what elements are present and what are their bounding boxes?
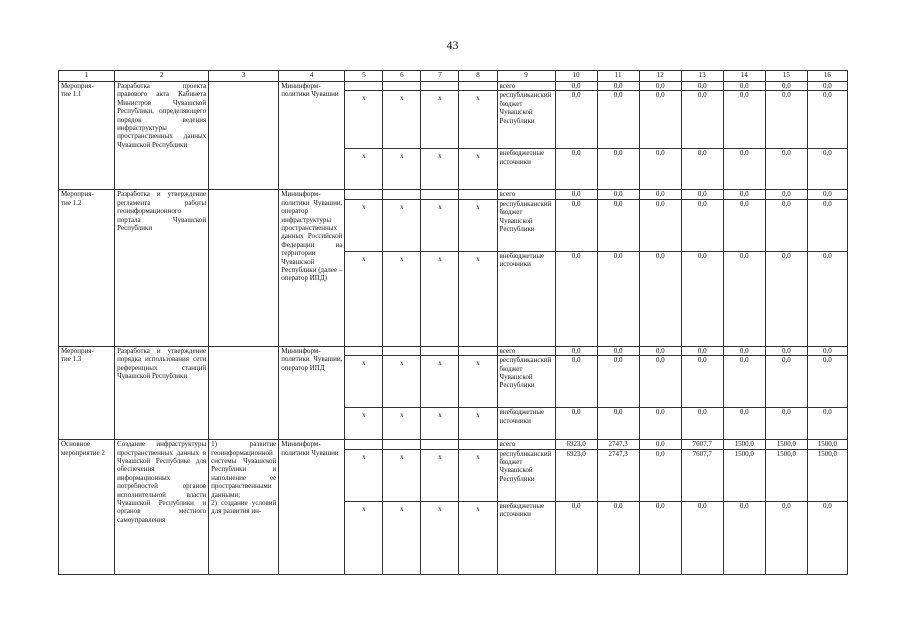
marker-cell: х: [345, 501, 383, 574]
amount-cell: 0,0: [807, 91, 847, 149]
amount-cell: 0,0: [723, 82, 765, 91]
amount-cell: 0,0: [597, 82, 639, 91]
marker-cell: х: [421, 251, 459, 346]
marker-cell: х: [383, 501, 421, 574]
amount-cell: 2747,3: [597, 440, 639, 449]
amount-cell: 0,0: [807, 82, 847, 91]
amount-cell: 0,0: [597, 199, 639, 251]
marker-cell: [345, 82, 383, 91]
amount-cell: 1500,0: [723, 440, 765, 449]
executor-cell: Мининформ- политики Чувашии: [279, 82, 345, 190]
funding-source-cell: внебюджетные источники: [497, 408, 555, 440]
amount-cell: 0,0: [807, 149, 847, 190]
funding-source-cell: республиканский бюджет Чувашской Республики: [497, 91, 555, 149]
amount-cell: 0,0: [681, 149, 723, 190]
amount-cell: 0,0: [681, 251, 723, 346]
marker-cell: х: [345, 356, 383, 408]
amount-cell: 0,0: [639, 440, 681, 449]
funding-source-cell: республиканский бюджет Чувашской Республики: [497, 356, 555, 408]
marker-cell: х: [345, 408, 383, 440]
col-header: 3: [209, 71, 279, 82]
amount-cell: 0,0: [723, 251, 765, 346]
marker-cell: х: [421, 149, 459, 190]
amount-cell: 0,0: [765, 91, 807, 149]
amount-cell: 0,0: [639, 82, 681, 91]
marker-cell: [421, 440, 459, 449]
amount-cell: 0,0: [807, 356, 847, 408]
result-cell: [209, 346, 279, 439]
marker-cell: х: [345, 199, 383, 251]
amount-cell: 0,0: [639, 149, 681, 190]
result-cell: [209, 82, 279, 190]
table-row: [59, 440, 848, 449]
col-header: 16: [807, 71, 847, 82]
amount-cell: 0,0: [555, 149, 597, 190]
amount-cell: 0,0: [681, 408, 723, 440]
marker-cell: х: [459, 91, 497, 149]
marker-cell: х: [345, 251, 383, 346]
marker-cell: х: [345, 149, 383, 190]
amount-cell: 0,0: [765, 346, 807, 355]
amount-cell: 0,0: [639, 91, 681, 149]
marker-cell: х: [383, 408, 421, 440]
amount-cell: 0,0: [765, 356, 807, 408]
amount-cell: 0,0: [555, 251, 597, 346]
amount-cell: 0,0: [597, 501, 639, 574]
amount-cell: 0,0: [681, 82, 723, 91]
col-header: 4: [279, 71, 345, 82]
marker-cell: х: [459, 199, 497, 251]
amount-cell: 0,0: [681, 346, 723, 355]
table-row: [59, 82, 848, 91]
marker-cell: х: [383, 356, 421, 408]
marker-cell: х: [459, 449, 497, 501]
marker-cell: [459, 82, 497, 91]
header-row: [59, 71, 848, 82]
marker-cell: х: [421, 501, 459, 574]
page-number: 43: [446, 38, 459, 52]
marker-cell: х: [383, 199, 421, 251]
amount-cell: 0,0: [681, 356, 723, 408]
col-header: 7: [421, 71, 459, 82]
executor-cell: Мининформ- политики Чувашии: [279, 440, 345, 574]
amount-cell: 0,0: [807, 251, 847, 346]
funding-source-cell: республиканский бюджет Чувашской Республики: [497, 199, 555, 251]
result-cell: 1) развитие геоинформационной системы Чувашской Республики и наполнение ее пространственными данными; 2) создание условий для развития ин-: [209, 440, 279, 574]
marker-cell: [345, 440, 383, 449]
marker-cell: х: [459, 408, 497, 440]
amount-cell: 0,0: [555, 408, 597, 440]
amount-cell: 0,0: [597, 190, 639, 199]
marker-cell: х: [383, 91, 421, 149]
marker-cell: х: [421, 449, 459, 501]
col-header: 12: [639, 71, 681, 82]
amount-cell: 0,0: [807, 346, 847, 355]
marker-cell: х: [345, 91, 383, 149]
executor-cell: Мининформ- политики Чувашии, оператор инфраструктуры пространственных данных Российской Федерации на территории Чувашской Республики (далее – оператор ИПД): [279, 190, 345, 346]
marker-cell: [421, 82, 459, 91]
funding-source-cell: внебюджетные источники: [497, 251, 555, 346]
amount-cell: 0,0: [723, 190, 765, 199]
amount-cell: 0,0: [807, 408, 847, 440]
table-row: [59, 346, 848, 355]
marker-cell: х: [383, 149, 421, 190]
amount-cell: 1500,0: [807, 440, 847, 449]
amount-cell: 0,0: [681, 190, 723, 199]
amount-cell: 0,0: [765, 149, 807, 190]
amount-cell: 0,0: [723, 356, 765, 408]
description-cell: Разработка проекта правового акта Кабинета Министров Чувашской Республики, определяющего порядок ведения инфраструктуры пространственных данных Чувашской Республики: [115, 82, 209, 190]
marker-cell: х: [459, 251, 497, 346]
description-cell: Разработка и утверждение порядка использования сети референцных станций Чувашской Республики: [115, 346, 209, 439]
marker-cell: х: [421, 199, 459, 251]
amount-cell: 0,0: [723, 91, 765, 149]
amount-cell: 0,0: [597, 346, 639, 355]
funding-source-cell: всего: [497, 440, 555, 449]
amount-cell: 0,0: [555, 82, 597, 91]
amount-cell: 7607,7: [681, 449, 723, 501]
amount-cell: 0,0: [765, 408, 807, 440]
funding-source-cell: всего: [497, 346, 555, 355]
description-cell: Разработка и утверждение регламента работы геоинформационного портала Чувашской Республики: [115, 190, 209, 346]
marker-cell: [383, 440, 421, 449]
amount-cell: 0,0: [639, 190, 681, 199]
marker-cell: [383, 346, 421, 355]
amount-cell: 0,0: [765, 82, 807, 91]
amount-cell: 0,0: [555, 190, 597, 199]
col-header: 10: [555, 71, 597, 82]
col-header: 9: [497, 71, 555, 82]
marker-cell: [383, 190, 421, 199]
executor-cell: Мининформ- политики Чувашии, оператор ИПД: [279, 346, 345, 439]
amount-cell: 0,0: [597, 356, 639, 408]
marker-cell: [459, 440, 497, 449]
marker-cell: х: [459, 149, 497, 190]
amount-cell: 0,0: [639, 356, 681, 408]
description-cell: Создание инфраструктуры пространственных данных в Чувашской Республике для обеспечения информационных потребностей органов исполнительной власти Чувашской Республики и органов местного самоуправления: [115, 440, 209, 574]
amount-cell: 6923,0: [555, 440, 597, 449]
amount-cell: 0,0: [555, 199, 597, 251]
marker-cell: х: [459, 356, 497, 408]
amount-cell: 0,0: [555, 501, 597, 574]
amount-cell: 0,0: [723, 346, 765, 355]
event-cell: Основное мероприятие 2: [59, 440, 115, 574]
amount-cell: 2747,3: [597, 449, 639, 501]
col-header: 2: [115, 71, 209, 82]
budget-table: [58, 70, 848, 575]
col-header: 6: [383, 71, 421, 82]
marker-cell: [459, 346, 497, 355]
amount-cell: 0,0: [765, 199, 807, 251]
marker-cell: [421, 346, 459, 355]
amount-cell: 0,0: [555, 356, 597, 408]
marker-cell: [421, 190, 459, 199]
col-header: 15: [765, 71, 807, 82]
funding-source-cell: всего: [497, 190, 555, 199]
col-header: 11: [597, 71, 639, 82]
marker-cell: х: [459, 501, 497, 574]
amount-cell: 0,0: [639, 449, 681, 501]
amount-cell: 0,0: [807, 501, 847, 574]
amount-cell: 1500,0: [765, 440, 807, 449]
amount-cell: 0,0: [639, 346, 681, 355]
amount-cell: 0,0: [723, 501, 765, 574]
col-header: 5: [345, 71, 383, 82]
amount-cell: 0,0: [765, 501, 807, 574]
amount-cell: 0,0: [807, 190, 847, 199]
amount-cell: 0,0: [639, 251, 681, 346]
col-header: 13: [681, 71, 723, 82]
col-header: 14: [723, 71, 765, 82]
amount-cell: 0,0: [681, 199, 723, 251]
amount-cell: 7607,7: [681, 440, 723, 449]
amount-cell: 0,0: [597, 91, 639, 149]
marker-cell: [345, 190, 383, 199]
marker-cell: х: [383, 251, 421, 346]
amount-cell: 1500,0: [807, 449, 847, 501]
amount-cell: 0,0: [597, 408, 639, 440]
amount-cell: 0,0: [765, 190, 807, 199]
marker-cell: х: [383, 449, 421, 501]
amount-cell: 6923,0: [555, 449, 597, 501]
amount-cell: 1500,0: [723, 449, 765, 501]
col-header: 1: [59, 71, 115, 82]
amount-cell: 0,0: [597, 149, 639, 190]
event-cell: Мероприя- тие 1.3: [59, 346, 115, 439]
amount-cell: 0,0: [681, 91, 723, 149]
table-row: [59, 190, 848, 199]
result-cell: [209, 190, 279, 346]
marker-cell: [459, 190, 497, 199]
amount-cell: 0,0: [639, 408, 681, 440]
amount-cell: 1500,0: [765, 449, 807, 501]
funding-source-cell: внебюджетные источники: [497, 149, 555, 190]
event-cell: Мероприя- тие 1.1: [59, 82, 115, 190]
amount-cell: 0,0: [723, 199, 765, 251]
funding-source-cell: республиканский бюджет Чувашской Республики: [497, 449, 555, 501]
amount-cell: 0,0: [765, 251, 807, 346]
amount-cell: 0,0: [723, 149, 765, 190]
amount-cell: 0,0: [639, 501, 681, 574]
marker-cell: х: [421, 91, 459, 149]
amount-cell: 0,0: [723, 408, 765, 440]
marker-cell: [345, 346, 383, 355]
marker-cell: х: [421, 356, 459, 408]
event-cell: Мероприя- тие 1.2: [59, 190, 115, 346]
amount-cell: 0,0: [555, 91, 597, 149]
marker-cell: х: [421, 408, 459, 440]
funding-source-cell: внебюджетные источники: [497, 501, 555, 574]
funding-source-cell: всего: [497, 82, 555, 91]
amount-cell: 0,0: [555, 346, 597, 355]
amount-cell: 0,0: [597, 251, 639, 346]
amount-cell: 0,0: [807, 199, 847, 251]
amount-cell: 0,0: [639, 199, 681, 251]
marker-cell: х: [345, 449, 383, 501]
col-header: 8: [459, 71, 497, 82]
amount-cell: 0,0: [681, 501, 723, 574]
marker-cell: [383, 82, 421, 91]
